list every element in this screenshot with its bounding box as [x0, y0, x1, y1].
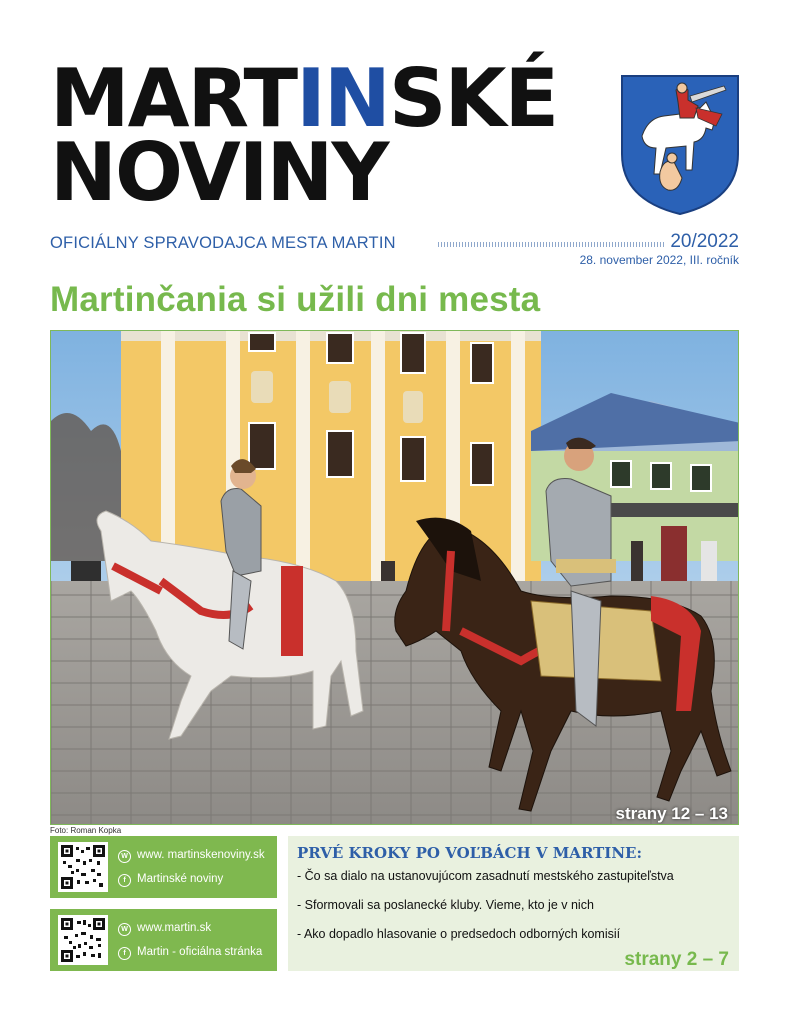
link-box-martinskenoviny[interactable]: [50, 836, 277, 898]
qr-code-icon: [58, 842, 108, 892]
web-link-label: www.martin.sk: [137, 922, 212, 934]
city-coat-of-arms-icon: [620, 74, 740, 216]
list-item: - Sformovali sa poslanecké kluby. Vieme, kto je v nich: [297, 898, 594, 912]
issue-date: 28. november 2022, III. ročník: [579, 253, 739, 267]
panel-title: PRVÉ KROKY PO VOĽBÁCH V MARTINE:: [297, 844, 643, 862]
web-link[interactable]: [118, 921, 262, 936]
web-link-label: www. martinskenoviny.sk: [137, 849, 265, 861]
web-icon: W: [118, 850, 131, 863]
facebook-icon: f: [118, 947, 131, 960]
panel-list: [297, 868, 674, 955]
elections-panel: [288, 836, 739, 971]
qr-code-icon: [58, 915, 108, 965]
facebook-icon: f: [118, 874, 131, 887]
web-icon: W: [118, 923, 131, 936]
facebook-link-label: Martinské noviny: [137, 873, 224, 885]
list-item: - Čo sa dialo na ustanovujúcom zasadnutí mestského zastupiteľstva: [297, 869, 674, 883]
masthead-part: MART: [50, 52, 297, 145]
cover-headline: Martinčania si užili dni mesta: [50, 280, 541, 319]
masthead-line-2: NOVINY: [50, 126, 388, 219]
masthead-line-1: [50, 52, 610, 145]
web-link[interactable]: [118, 848, 265, 863]
facebook-link-label: Martin - oficiálna stránka: [137, 946, 263, 958]
photo-credit: Foto: Roman Kopka: [50, 826, 122, 835]
facebook-link[interactable]: [118, 945, 262, 960]
facebook-link[interactable]: [118, 872, 265, 887]
issue-number: 20/2022: [670, 231, 739, 252]
photo-page-reference: strany 12 – 13: [615, 804, 728, 823]
cover-photo: [50, 330, 739, 825]
paper-subtitle: OFICIÁLNY SPRAVODAJCA MESTA MARTIN: [50, 234, 396, 252]
list-item: - Ako dopadlo hlasovanie o predsedoch odborných komisií: [297, 927, 621, 941]
dotted-divider: [438, 242, 664, 247]
masthead: [50, 52, 610, 219]
masthead-accent: IN: [296, 52, 389, 145]
masthead-part: SKÉ: [388, 52, 558, 145]
link-box-martin[interactable]: [50, 909, 277, 971]
panel-page-reference: strany 2 – 7: [624, 949, 729, 970]
